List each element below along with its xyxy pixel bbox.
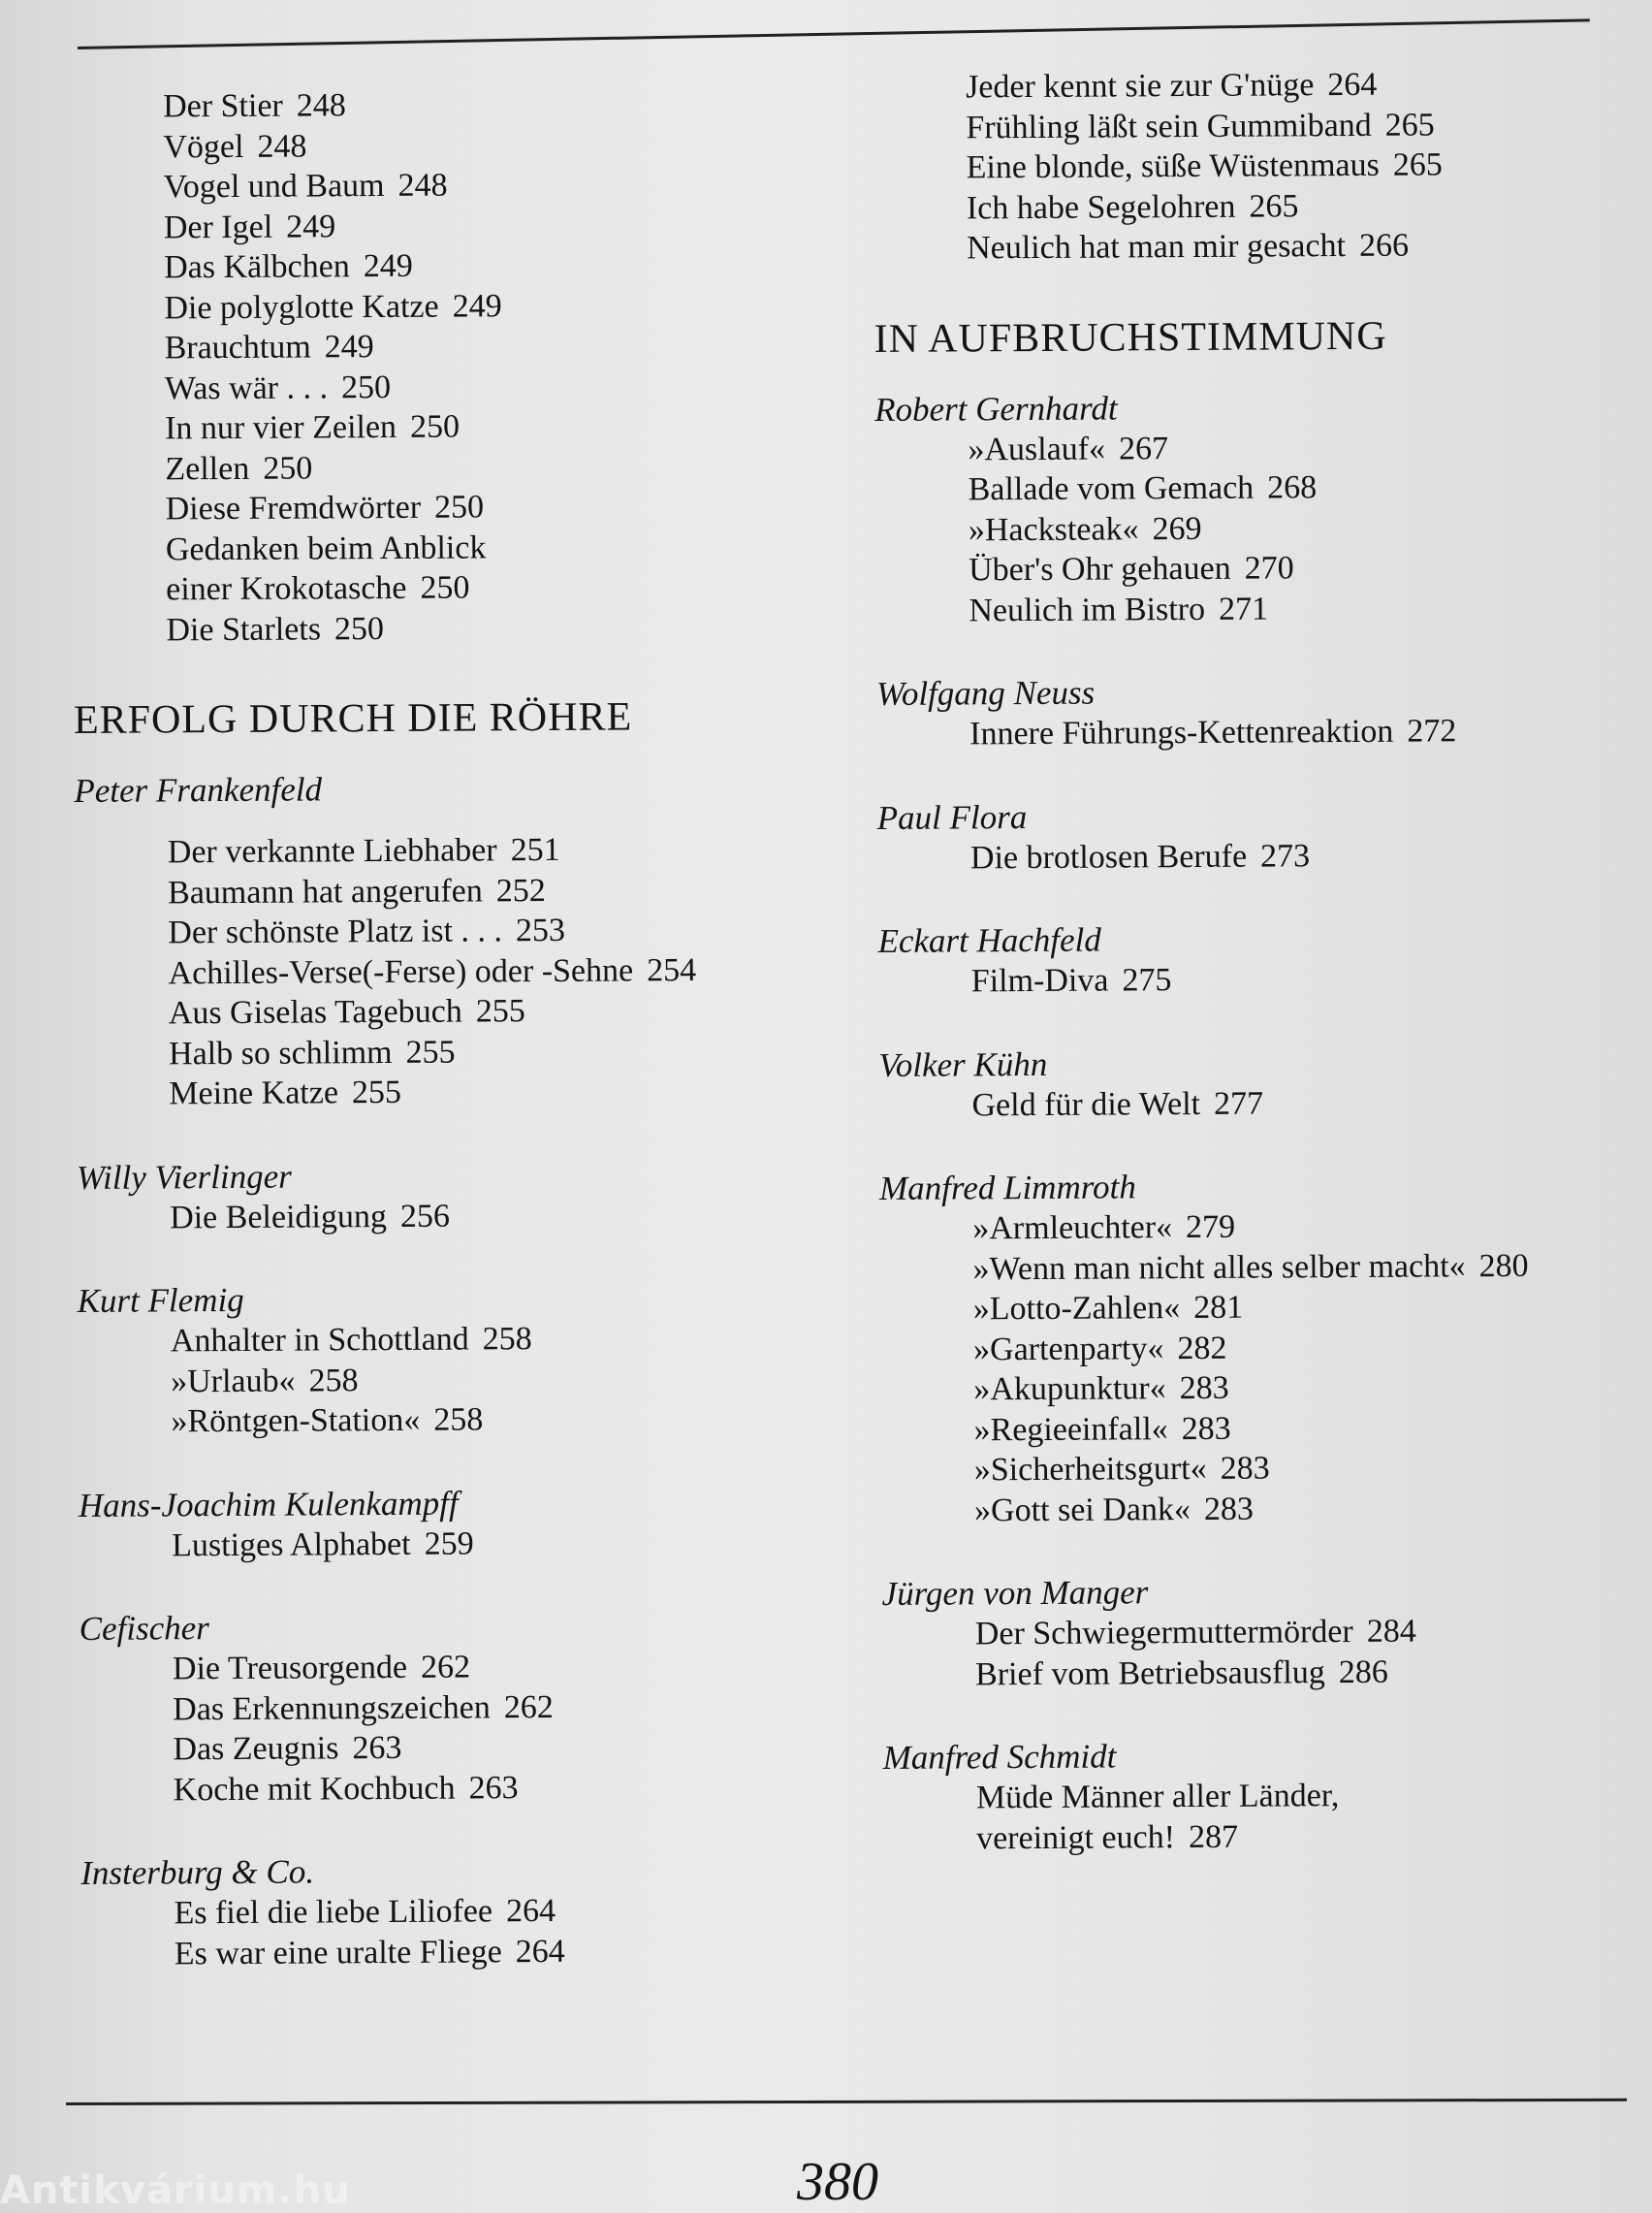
toc-entry	[78, 1397, 853, 1442]
entry-title: Brief vom Betriebsausflug	[975, 1653, 1325, 1692]
entry-title: Koche mit Kochbuch	[173, 1770, 456, 1808]
right-top-entries	[873, 63, 1639, 269]
toc-entry	[72, 404, 847, 449]
toc-entry	[71, 284, 846, 329]
left-top-entries	[70, 82, 849, 651]
toc-entry	[78, 1317, 853, 1362]
entry-title: »Wenn man nicht alles selber macht«	[972, 1247, 1466, 1287]
entry-title: »Gott sei Dank«	[973, 1491, 1191, 1528]
entry-page-number: 250	[340, 369, 392, 405]
toc-entry	[76, 1070, 851, 1114]
toc-entry	[80, 1766, 856, 1811]
left-author-groups	[74, 766, 857, 1974]
author-name: Manfred Limmroth	[878, 1168, 1136, 1207]
entry-title: Die Treusorgende	[172, 1649, 408, 1687]
entry-page-number: 249	[324, 329, 374, 366]
entry-title: Frühling läßt sein Gummiband	[966, 107, 1372, 145]
author-name: Manfred Schmidt	[882, 1737, 1117, 1777]
page-number: 380	[797, 2152, 878, 2212]
entry-title: Innere Führungs-Kettenreaktion	[969, 713, 1394, 753]
toc-entry	[883, 1774, 1649, 1818]
toc-entry	[878, 1081, 1644, 1126]
entry-page-number: 275	[1122, 962, 1172, 999]
author-name: Jürgen von Manger	[881, 1573, 1149, 1613]
author-name: Peter Frankenfeld	[74, 770, 323, 810]
entry-page-number: 248	[397, 167, 448, 204]
entry-page-number: 284	[1366, 1613, 1416, 1650]
entry-title: »Röntgen-Station«	[171, 1401, 421, 1440]
entry-title: vereinigt euch!	[976, 1818, 1176, 1856]
toc-entry	[883, 1814, 1649, 1859]
entry-page-number: 250	[334, 610, 385, 647]
toc-entry	[880, 1365, 1646, 1410]
watermark-text: Antikvárium.hu	[0, 2168, 351, 2213]
entry-title: Über's Ohr gehauen	[969, 550, 1231, 589]
entry-page-number: 256	[399, 1198, 451, 1235]
toc-entry	[75, 869, 850, 914]
entry-page-number: 258	[482, 1321, 532, 1358]
entry-title: einer Krokotasche	[166, 569, 407, 608]
entry-page-number: 255	[405, 1034, 456, 1071]
author-name: Kurt Flemig	[77, 1280, 244, 1320]
toc-entry	[879, 1245, 1645, 1290]
entry-title: Ballade vom Gemach	[968, 469, 1255, 508]
entry-title: Das Zeugnis	[173, 1730, 339, 1768]
entry-title: Brauchtum	[164, 329, 311, 367]
entry-page-number: 273	[1259, 837, 1311, 875]
toc-entry	[70, 123, 845, 168]
entry-page-number: 248	[296, 87, 346, 124]
entry-title: Das Erkennungszeichen	[173, 1688, 491, 1727]
toc-entry	[874, 224, 1639, 269]
entry-title: Halb so schlimm	[168, 1034, 393, 1072]
entry-page-number: 250	[409, 408, 461, 445]
entry-page-number: 249	[363, 247, 413, 285]
entry-page-number: 249	[452, 287, 502, 325]
author-name: Hans-Joachim Kulenkampff	[78, 1484, 459, 1524]
entry-title: Neulich im Bistro	[969, 591, 1206, 628]
entry-page-number: 263	[468, 1769, 519, 1807]
toc-entry	[75, 909, 850, 953]
toc-entry	[76, 989, 851, 1034]
entry-title: »Urlaub«	[171, 1363, 296, 1399]
entry-page-number: 262	[503, 1688, 554, 1725]
entry-page-number: 252	[495, 872, 546, 909]
toc-entry	[79, 1522, 854, 1566]
toc-entry	[879, 1204, 1645, 1249]
entry-page-number: 250	[420, 569, 470, 606]
entry-page-number: 272	[1407, 713, 1457, 750]
author-name: Eckart Hachfeld	[877, 920, 1101, 960]
toc-entry	[880, 1326, 1646, 1370]
entry-title: Diese Fremdwörter	[165, 489, 422, 528]
toc-entry	[874, 184, 1639, 229]
entry-page-number: 250	[263, 449, 313, 487]
entry-title: Das Kälbchen	[164, 248, 350, 286]
toc-entry	[72, 365, 847, 409]
entry-page-number: 264	[505, 1892, 556, 1930]
toc-entry	[875, 465, 1641, 510]
entry-page-number: 254	[647, 951, 697, 988]
entry-page-number: 270	[1244, 550, 1294, 587]
entry-title: »Hacksteak«	[968, 510, 1139, 548]
entry-title: Lustiges Alphabet	[172, 1525, 411, 1563]
entry-title: Die brotlosen Berufe	[969, 838, 1248, 876]
entry-title: »Sicherheitsgurt«	[973, 1450, 1207, 1489]
toc-entry	[73, 485, 848, 529]
entry-title: Film-Diva	[970, 962, 1109, 1000]
entry-title: Vögel	[163, 128, 244, 165]
toc-entry	[877, 834, 1643, 879]
entry-title: Gedanken beim Anblick	[165, 529, 487, 567]
toc-entry	[81, 1930, 857, 1974]
entry-title: Jeder kennt sie zur G'nüge	[966, 67, 1315, 106]
toc-entry	[76, 1030, 851, 1074]
entry-title: Vogel und Baum	[163, 168, 385, 206]
entry-page-number: 262	[420, 1649, 471, 1685]
entry-title: Was wär . . .	[164, 369, 329, 406]
entry-title: Der Stier	[163, 87, 283, 125]
section-heading-erfolg: ERFOLG DURCH DIE RÖHRE	[73, 694, 633, 743]
entry-page-number: 283	[1179, 1369, 1229, 1407]
toc-entry	[880, 1406, 1646, 1451]
toc-entry	[72, 445, 847, 490]
toc-entry	[71, 243, 846, 288]
entry-page-number: 265	[1249, 187, 1299, 225]
author-name: Volker Kühn	[878, 1044, 1048, 1084]
entry-page-number: 265	[1392, 146, 1443, 183]
entry-page-number: 271	[1218, 591, 1269, 627]
entry-page-number: 251	[510, 831, 560, 869]
toc-entry	[876, 710, 1642, 754]
author-name: Robert Gernhardt	[874, 388, 1118, 429]
entry-title: »Regieeinfall«	[973, 1410, 1168, 1448]
entry-page-number: 279	[1186, 1208, 1236, 1246]
entry-title: Aus Giselas Tagebuch	[168, 993, 462, 1032]
entry-page-number: 283	[1203, 1491, 1255, 1527]
entry-title: Die polyglotte Katze	[164, 288, 439, 326]
toc-entry	[75, 949, 850, 994]
entry-title: Geld für die Welt	[971, 1085, 1201, 1123]
entry-page-number: 258	[433, 1401, 484, 1438]
entry-title: Zellen	[165, 450, 250, 487]
entry-title: Neulich hat man mir gesacht	[967, 228, 1347, 267]
toc-entry	[70, 82, 845, 127]
entry-title: Achilles-Verse(-Ferse) oder -Sehne	[168, 951, 634, 991]
toc-entry	[78, 1358, 853, 1402]
entry-page-number: 255	[475, 993, 525, 1030]
toc-entry	[75, 828, 850, 873]
entry-page-number: 263	[352, 1729, 402, 1767]
entry-page-number: 259	[424, 1524, 474, 1562]
entry-page-number: 280	[1478, 1247, 1529, 1284]
toc-entry	[882, 1651, 1648, 1695]
entry-title: »Armleuchter«	[972, 1209, 1173, 1247]
entry-page-number: 268	[1267, 469, 1318, 506]
entry-title: »Gartenparty«	[972, 1330, 1164, 1367]
author-name: Wolfgang Neuss	[875, 673, 1096, 713]
toc-entry	[882, 1610, 1648, 1654]
toc-entry	[73, 606, 848, 651]
entry-title: »Auslauf«	[968, 431, 1106, 467]
toc-entry	[873, 104, 1638, 148]
entry-title: In nur vier Zeilen	[165, 408, 397, 447]
toc-entry	[878, 957, 1644, 1002]
entry-title: Der schönste Platz ist . . .	[168, 913, 503, 951]
toc-entry	[79, 1725, 855, 1770]
toc-entry	[880, 1285, 1646, 1330]
toc-entry	[875, 587, 1641, 631]
entry-title: Es war eine uralte Fliege	[174, 1933, 502, 1972]
entry-title: Anhalter in Schottland	[170, 1321, 469, 1360]
toc-entry	[881, 1487, 1647, 1531]
entry-page-number: 250	[433, 489, 485, 526]
entry-page-number: 253	[515, 912, 566, 949]
entry-page-number: 282	[1177, 1330, 1227, 1366]
entry-page-number: 283	[1181, 1410, 1231, 1447]
entry-title: Müde Männer aller Länder,	[975, 1778, 1340, 1816]
entry-title: »Akupunktur«	[973, 1370, 1166, 1408]
entry-page-number: 264	[1327, 66, 1378, 104]
bottom-rule	[66, 2099, 1627, 2105]
author-name: Insterburg & Co.	[80, 1852, 315, 1892]
entry-page-number: 277	[1213, 1085, 1264, 1122]
author-name: Willy Vierlinger	[76, 1157, 292, 1197]
toc-entry	[881, 1446, 1647, 1491]
entry-page-number: 258	[308, 1362, 359, 1399]
toc-entry	[73, 565, 848, 610]
entry-title: Meine Katze	[169, 1074, 339, 1112]
section-heading-aufbruch: IN AUFBRUCHSTIMMUNG	[874, 313, 1387, 362]
entry-page-number: 255	[351, 1074, 402, 1111]
entry-title: Baumann hat angerufen	[167, 872, 483, 911]
toc-entry	[80, 1889, 856, 1934]
entry-page-number: 267	[1118, 430, 1169, 466]
entry-title: Es fiel die liebe Liliofee	[174, 1893, 493, 1932]
toc-entry	[79, 1645, 855, 1689]
entry-title: Die Starlets	[166, 610, 322, 648]
right-author-groups	[874, 385, 1649, 1859]
entry-title: Der Schwiegermuttermörder	[974, 1614, 1353, 1652]
toc-entry	[874, 144, 1639, 188]
entry-title: Der verkannte Liebhaber	[167, 832, 497, 871]
entry-page-number: 283	[1220, 1450, 1270, 1487]
author-name: Paul Flora	[876, 797, 1028, 837]
toc-entry	[77, 1194, 852, 1238]
entry-page-number: 287	[1188, 1818, 1239, 1855]
author-name: Cefischer	[79, 1609, 209, 1648]
toc-entry	[875, 546, 1641, 591]
entry-title: Eine blonde, süße Wüstenmaus	[966, 146, 1380, 186]
toc-entry	[72, 324, 847, 369]
entry-title: Die Beleidigung	[170, 1198, 388, 1235]
toc-entry	[79, 1685, 855, 1730]
entry-title: Der Igel	[163, 208, 273, 245]
entry-page-number: 281	[1193, 1289, 1244, 1327]
entry-page-number: 269	[1152, 510, 1202, 547]
entry-page-number: 286	[1338, 1653, 1388, 1690]
entry-page-number: 266	[1358, 227, 1410, 264]
top-rule	[78, 18, 1590, 49]
toc-entry	[73, 526, 848, 570]
entry-page-number: 248	[257, 128, 307, 165]
toc-entry	[875, 506, 1641, 551]
entry-page-number: 265	[1384, 106, 1435, 144]
entry-page-number: 264	[515, 1933, 565, 1970]
left-column	[70, 82, 857, 1974]
toc-entry	[71, 163, 846, 208]
toc-entry	[873, 63, 1638, 108]
toc-entry	[71, 204, 846, 248]
toc-entry	[874, 426, 1640, 470]
right-column	[873, 63, 1649, 1859]
entry-title: Ich habe Segelohren	[966, 188, 1236, 226]
entry-title: »Lotto-Zahlen«	[972, 1290, 1181, 1328]
entry-page-number: 249	[286, 208, 336, 245]
